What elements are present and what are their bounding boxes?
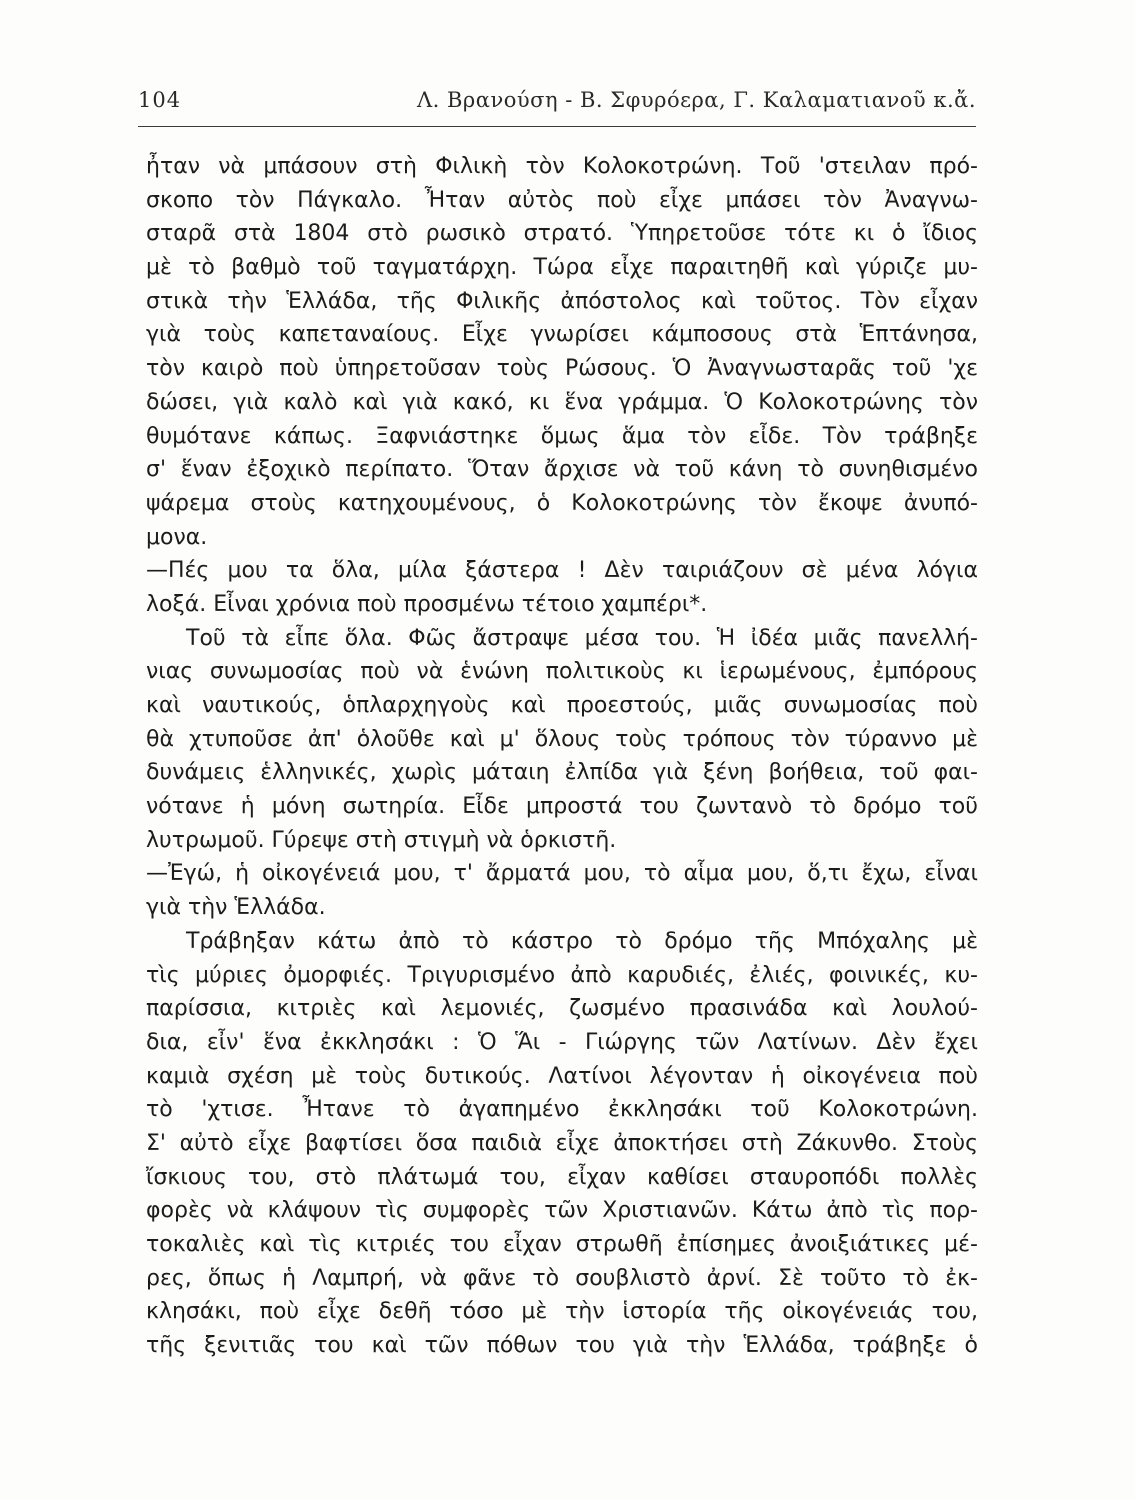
text-line: κλησάκι, ποὺ εἶχε δεθῆ τόσο μὲ τὴν ἱστορία τῆς οἰκογένειάς του, — [146, 1299, 978, 1325]
body-text — [146, 150, 978, 1363]
text-line: νιας συνωμοσίας ποὺ νὰ ἑνώνη πολιτικοὺς κι ἱερωμένους, ἐμπόρους — [146, 659, 978, 685]
text-line: Σ' αὐτὸ εἶχε βαφτίσει ὅσα παιδιὰ εἶχε ἀποκτήσει στὴ Ζάκυνθο. Στοὺς — [146, 1130, 978, 1156]
text-line: ἴσκιους του, στὸ πλάτωμά του, εἶχαν καθίσει σταυροπόδι πολλὲς — [146, 1164, 978, 1190]
running-head — [138, 88, 976, 118]
text-line: ψάρεμα στοὺς κατηχουμένους, ὁ Κολοκοτρώνης τὸν ἔκοψε ἀνυπό- — [146, 490, 978, 516]
text-line: ἦταν νὰ μπάσουν στὴ Φιλικὴ τὸν Κολοκοτρώνη. Τοῦ 'στειλαν πρό- — [146, 154, 978, 179]
text-line: δώσει, γιὰ καλὸ καὶ γιὰ κακό, κι ἕνα γράμμα. Ὁ Κολοκοτρώνης τὸν — [146, 389, 978, 415]
text-line: δια, εἶν' ἕνα ἐκκλησάκι : Ὁ Ἅι - Γιώργης τῶν Λατίνων. Δὲν ἔχει — [146, 1029, 978, 1055]
text-line: λυτρωμοῦ. Γύρεψε στὴ στιγμὴ νὰ ὁρκιστῆ. — [146, 827, 617, 853]
text-line: —Ἐγώ, ἡ οἰκογένειά μου, τ' ἄρματά μου, τὸ αἷμα μου, ὅ,τι ἔχω, εἶναι — [146, 861, 978, 887]
page-number: 104 — [138, 88, 182, 112]
text-line: γιὰ τὴν Ἑλλάδα. — [146, 895, 326, 921]
text-line: καὶ ναυτικούς, ὁπλαρχηγοὺς καὶ προεστούς, μιᾶς συνωμοσίας ποὺ — [146, 693, 978, 718]
text-line: τῆς ξενιτιᾶς του καὶ τῶν πόθων του γιὰ τὴν Ἑλλάδα, τράβηξε ὁ — [146, 1333, 978, 1359]
text-line: τὸν καιρὸ ποὺ ὑπηρετοῦσαν τοὺς Ρώσους. Ὁ Ἀναγνωσταρᾶς τοῦ 'χε — [146, 356, 978, 382]
text-line: μὲ τὸ βαθμὸ τοῦ ταγματάρχη. Τώρα εἶχε παραιτηθῆ καὶ γύριζε μυ- — [146, 255, 978, 281]
text-line: γιὰ τοὺς καπεταναίους. Εἶχε γνωρίσει κάμποσους στὰ Ἑπτάνησα, — [146, 322, 978, 348]
text-line: σ' ἕναν ἐξοχικὸ περίπατο. Ὅταν ἄρχισε νὰ τοῦ κάνη τὸ συνηθισμένο — [146, 457, 978, 483]
text-line: νότανε ἡ μόνη σωτηρία. Εἶδε μπροστά του ζωντανὸ τὸ δρόμο τοῦ — [146, 794, 978, 820]
text-line: παρίσσια, κιτριὲς καὶ λεμονιές, ζωσμένο πρασινάδα καὶ λουλού- — [146, 996, 978, 1022]
text-line: σκοπο τὸν Πάγκαλο. Ἦταν αὐτὸς ποὺ εἶχε μπάσει τὸν Ἀναγνω- — [146, 187, 978, 213]
text-line: —Πές μου τα ὅλα, μίλα ξάστερα ! Δὲν ταιριάζουν σὲ μένα λόγια — [146, 558, 978, 584]
text-line: τὶς μύριες ὀμορφιές. Τριγυρισμένο ἀπὸ καρυδιές, ἐλιές, φοινικές, κυ- — [146, 962, 978, 988]
text-line: στικὰ τὴν Ἑλλάδα, τῆς Φιλικῆς ἀπόστολος καὶ τοῦτος. Τὸν εἶχαν — [146, 288, 978, 314]
text-line: θυμότανε κάπως. Ξαφνιάστηκε ὅμως ἅμα τὸν εἶδε. Τὸν τράβηξε — [146, 423, 978, 449]
text-line: δυνάμεις ἑλληνικές, χωρὶς μάταιη ἐλπίδα γιὰ ξένη βοήθεια, τοῦ φαι- — [146, 760, 978, 786]
text-line: ρες, ὅπως ἡ Λαμπρή, νὰ φᾶνε τὸ σουβλιστὸ ἀρνί. Σὲ τοῦτο τὸ ἐκ- — [146, 1265, 978, 1291]
text-line: τοκαλιὲς καὶ τὶς κιτριές του εἶχαν στρωθῆ ἐπίσημες ἀνοιξιάτικες μέ- — [146, 1232, 978, 1257]
text-line: σταρᾶ στὰ 1804 στὸ ρωσικὸ στρατό. Ὑπηρετοῦσε τότε κι ὁ ἴδιος — [146, 221, 978, 247]
text-line: καμιὰ σχέση μὲ τοὺς δυτικούς. Λατίνοι λέγονταν ἡ οἰκογένεια ποὺ — [146, 1063, 978, 1089]
text-line: φορὲς νὰ κλάψουν τὶς συμφορὲς τῶν Χριστιανῶν. Κάτω ἀπὸ τὶς πορ- — [146, 1198, 978, 1224]
text-line: λοξά. Εἶναι χρόνια ποὺ προσμένω τέτοιο χαμπέρι*. — [146, 591, 708, 617]
text-line: θὰ χτυποῦσε ἀπ' ὁλοῦθε καὶ μ' ὅλους τοὺς τρόπους τὸν τύραννο μὲ — [146, 726, 978, 752]
text-line: μονα. — [146, 524, 208, 550]
text-line: Τράβηξαν κάτω ἀπὸ τὸ κάστρο τὸ δρόμο τῆς Μπόχαλης μὲ — [186, 928, 978, 954]
running-title: Λ. Βρανούση - Β. Σφυρόερα, Γ. Καλαματιανοῦ κ.ἄ. — [416, 88, 976, 112]
text-line: Τοῦ τὰ εἶπε ὅλα. Φῶς ἄστραψε μέσα του. Ἡ ἰδέα μιᾶς πανελλή- — [186, 625, 978, 651]
header-rule — [138, 126, 976, 127]
text-line: τὸ 'χτισε. Ἦτανε τὸ ἀγαπημένο ἐκκλησάκι τοῦ Κολοκοτρώνη. — [146, 1097, 978, 1123]
